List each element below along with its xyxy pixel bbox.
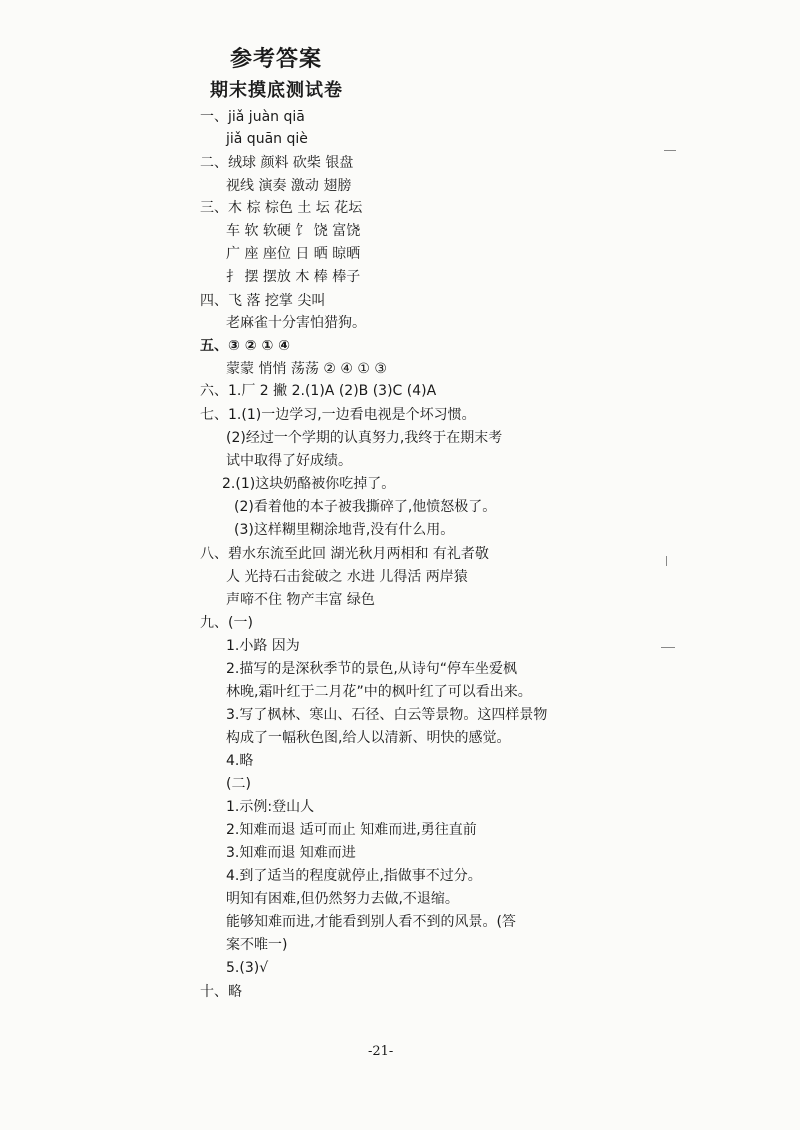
page-number: -21-: [368, 1044, 394, 1059]
answer-line: 2.知难而退 适可而止 知难而进,勇往直前: [226, 822, 477, 838]
answer-line: 案不唯一): [226, 937, 288, 953]
answer-line: 五、③ ② ① ④: [200, 338, 291, 354]
answer-line: 广 座 座位 日 晒 晾晒: [226, 246, 361, 262]
answer-line: 十、略: [200, 984, 242, 1000]
answer-line: 1.示例:登山人: [226, 799, 315, 815]
answer-line: 能够知难而进,才能看到别人看不到的风景。(答: [226, 914, 516, 930]
answer-line: 老麻雀十分害怕猎狗。: [226, 315, 366, 331]
answer-line: 车 软 软硬 饣 饶 富饶: [226, 223, 361, 239]
answer-line: 四、飞 落 挖掌 尖叫: [200, 293, 326, 309]
answer-line: 2.描写的是深秋季节的景色,从诗句“停车坐爱枫: [226, 661, 518, 677]
answer-line: 3.知难而退 知难而进: [226, 845, 356, 861]
answer-line: 一、jiǎ juàn qiā: [200, 109, 305, 125]
answer-line: 5.(3)√: [226, 960, 269, 976]
answer-line: 林晚,霜叶红于二月花”中的枫叶红了可以看出来。: [226, 684, 532, 700]
answer-line: 2.(1)这块奶酪被你吃掉了。: [222, 476, 396, 492]
answer-line: 声啼不住 物产丰富 绿色: [226, 592, 375, 608]
answer-line: 二、绒球 颜料 砍柴 银盘: [200, 155, 354, 171]
answer-line: 试中取得了好成绩。: [226, 453, 352, 469]
answer-line: (3)这样糊里糊涂地背,没有什么用。: [234, 522, 455, 538]
answer-line: 七、1.(1)一边学习,一边看电视是个坏习惯。: [200, 407, 476, 423]
answer-line: 明知有困难,但仍然努力去做,不退缩。: [226, 891, 459, 907]
answer-line: (2)看着他的本子被我撕碎了,他愤怒极了。: [234, 499, 497, 515]
answer-line: 六、1.厂 2 撇 2.(1)A (2)B (3)C (4)A: [200, 383, 437, 399]
answer-line: 3.写了枫林、寒山、石径、白云等景物。这四样景物: [226, 707, 548, 723]
answer-line: (2)经过一个学期的认真努力,我终于在期末考: [226, 430, 503, 446]
page-subtitle: 期末摸底测试卷: [210, 80, 343, 101]
answer-line: 扌 摆 摆放 木 棒 棒子: [226, 269, 361, 285]
scan-mark: [664, 150, 676, 151]
scan-mark: [666, 556, 667, 566]
answer-line: 九、(一): [200, 615, 253, 631]
answer-line: 人 光持石击瓮破之 水进 儿得活 两岸猿: [226, 569, 468, 585]
answer-line: 4.略: [226, 753, 254, 769]
answer-line: 视线 演奏 激动 翅膀: [226, 178, 352, 194]
answer-line: 1.小路 因为: [226, 638, 300, 654]
answer-line: 4.到了适当的程度就停止,指做事不过分。: [226, 868, 482, 884]
answer-line: 三、木 棕 棕色 土 坛 花坛: [200, 200, 363, 216]
answer-line: (二): [226, 776, 251, 792]
page-title: 参考答案: [230, 47, 323, 72]
answer-line: 构成了一幅秋色图,给人以清新、明快的感觉。: [226, 730, 511, 746]
answer-line: jiǎ quān qiè: [226, 131, 308, 147]
scan-mark: [661, 647, 675, 648]
answer-line: 八、碧水东流至此回 湖光秋月两相和 有礼者敬: [200, 546, 489, 562]
answer-line: 蒙蒙 悄悄 荡荡 ② ④ ① ③: [226, 361, 387, 377]
